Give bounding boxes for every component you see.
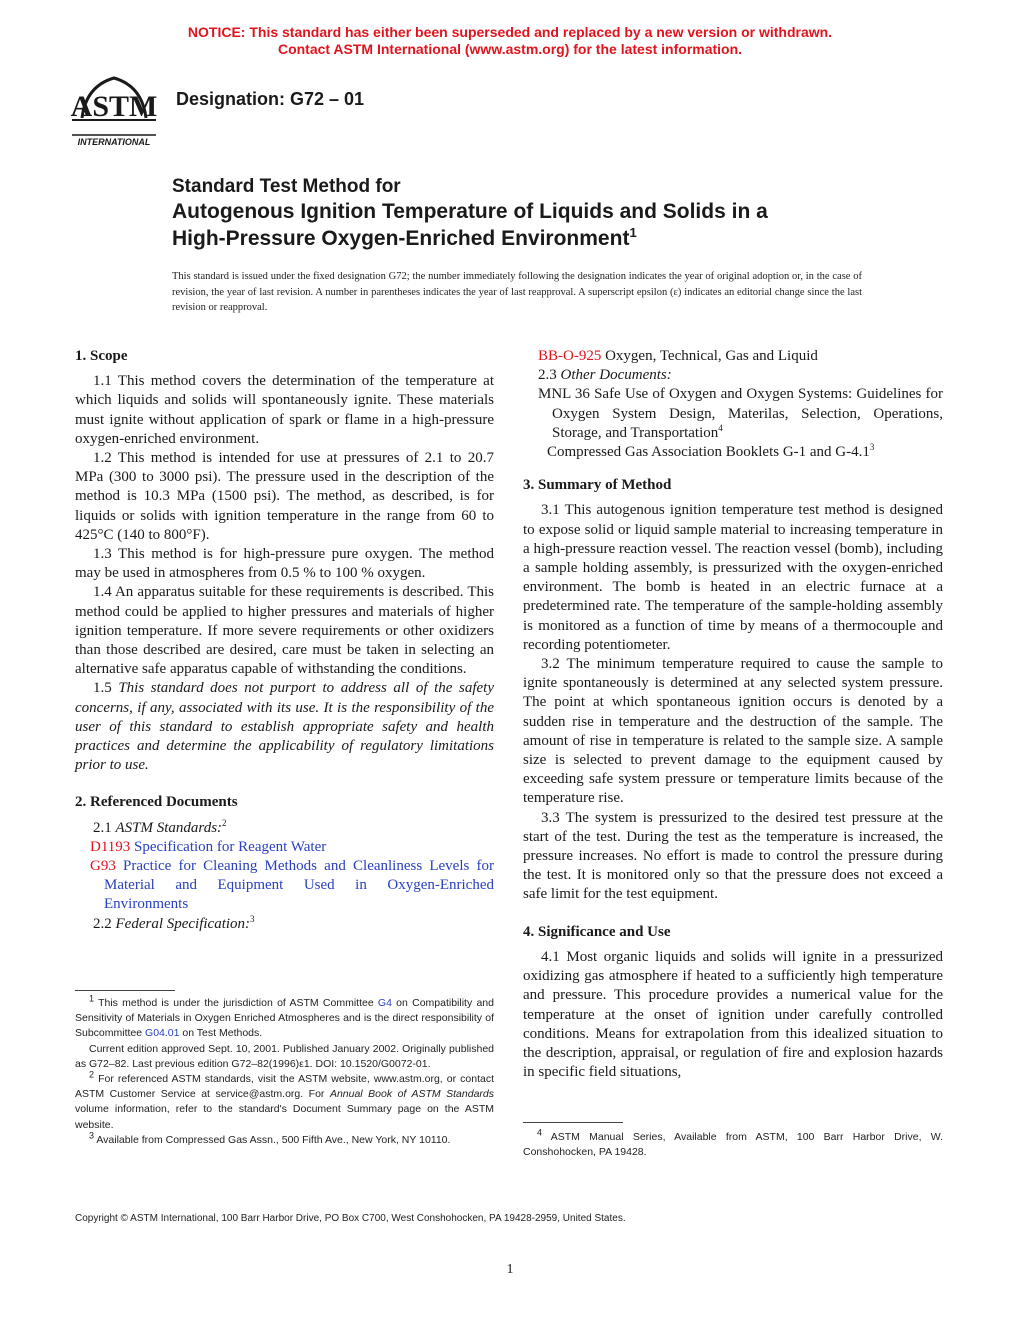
footnote-4 xyxy=(523,1127,944,1160)
para-2-1 xyxy=(75,819,494,838)
footnote-1-edition: Current edition approved Sept. 10, 2001. Published January 2002. Originally published as G72–82. Last previous edition G72–82(1996)ε1. DOI: 10.1520/G0072-01. xyxy=(75,1042,494,1070)
para-2-1-number: 2.1 xyxy=(93,819,116,836)
para-1-2: 1.2 This method is intended for use at pressures of 2.1 to 20.7 MPa (300 to 3000 psi). The pressure used in the description of the method is 10.3 MPa (1500 psi). The method, as described, is for liquids or solids with ignition temperature in the range from 60 to 425°C (140 to 800°F). xyxy=(75,450,494,543)
footnotes-right xyxy=(523,1127,944,1160)
reference-g93 xyxy=(75,857,494,915)
section-3-heading: 3. Summary of Method xyxy=(523,477,672,494)
footnote-3-marker: 3 xyxy=(89,1130,95,1141)
para-4-1: 4.1 Most organic liquids and solids will ignite in a pressurized oxidizing gas atmosphere if heated to a sufficiently high temperature and pressure. This procedure provides a numerical value for the temperature at the onset of ignition under carefully controlled conditions. Means for extrapolation from this idealized situation to the description, appraisal, or regulation of fire and explosion hazards in specific field situations, xyxy=(523,948,943,1081)
title-line-3-text: High-Pressure Oxygen-Enriched Environment xyxy=(172,227,630,250)
footnote-1-text-b: on Compatibility and Sensitivity of Materials in Oxygen Enriched Atmospheres and is the direct responsibility of Subcommittee xyxy=(75,997,494,1040)
footnote-1-link-g0401[interactable]: G04.01 xyxy=(145,1027,180,1040)
footnote-1-text-c: on Test Methods. xyxy=(179,1027,263,1040)
para-2-2-number: 2.2 xyxy=(93,915,116,932)
document-title xyxy=(172,175,952,252)
para-2-2 xyxy=(75,915,494,934)
footnote-1-text-a: This method is under the jurisdiction of ASTM Committee xyxy=(98,997,378,1009)
para-2-3 xyxy=(523,366,943,385)
logo-subtext: INTERNATIONAL xyxy=(77,137,151,147)
section-2-heading: 2. Referenced Documents xyxy=(75,794,238,811)
notice-line-2: Contact ASTM International (www.astm.org) for the latest information. xyxy=(277,41,743,57)
reference-d1193 xyxy=(75,838,494,857)
para-2-3-number: 2.3 xyxy=(538,367,561,384)
footnote-1 xyxy=(75,993,494,1042)
withdrawal-notice xyxy=(0,24,1020,58)
para-1-3: 1.3 This method is for high-pressure pure oxygen. The method may be used in atmospheres from 0.5 % to 100 % oxygen. xyxy=(75,546,494,582)
para-2-2-text: Federal Specification: xyxy=(115,915,251,932)
reference-title-g93[interactable]: Practice for Cleaning Methods and Cleanliness Levels for Material and Equipment Used in Oxygen-Enriched Environments xyxy=(104,858,494,913)
reference-code-g93[interactable]: G93 xyxy=(90,858,116,875)
copyright-line: Copyright © ASTM International, 100 Barr Harbor Drive, PO Box C700, West Conshohocken, PA 19428-2959, United States. xyxy=(75,1213,626,1224)
reference-cga xyxy=(523,443,943,462)
reference-mnl-36-sup: 4 xyxy=(718,422,723,433)
para-2-3-text: Other Documents: xyxy=(560,367,672,384)
section-4-heading: 4. Significance and Use xyxy=(523,923,671,940)
reference-mnl-36-text: MNL 36 Safe Use of Oxygen and Oxygen Systems: Guidelines for Oxygen System Design, Materilas, Selection, Operations, Storage, and Transportation xyxy=(538,386,943,441)
logo-text: ASTM xyxy=(70,90,158,123)
reference-cga-text: Compressed Gas Association Booklets G-1 and G-4.1 xyxy=(547,444,870,461)
footnote-3 xyxy=(75,1130,494,1148)
reference-mnl-36 xyxy=(523,385,943,443)
footnote-1-link-g4[interactable]: G4 xyxy=(377,997,392,1009)
para-1-5-number: 1.5 xyxy=(93,680,119,697)
reference-code-bb-o-925[interactable]: BB-O-925 xyxy=(538,348,602,364)
reference-bb-o-925 xyxy=(523,347,943,366)
para-3-1: 3.1 This autogenous ignition temperature test method is designed to expose solid or liquid sample material to increasing temperature in a high-pressure reaction vessel. The reaction vessel (bomb), including a sample holding assembly, is pressurized with the oxygen-enriched environment. The bomb is heated in an electric furnace at a predetermined rate. The temperature of the sample-holding assembly is monitored as a function of time by means of a thermocouple and recording potentiometer. xyxy=(523,502,943,653)
astm-logo xyxy=(68,72,160,150)
reference-code-d1193[interactable]: D1193 xyxy=(90,838,131,855)
para-3-2: 3.2 The minimum temperature required to cause the sample to ignite spontaneously is determined at any selected system pressure. The point at which spontaneous ignition occurs is denoted by a sudden rise in temperature and the destruction of the sample. The amount of rise in temperature is related to the sample size. A sample size is selected to prevent damage to the equipment caused by exceeding safe system pressure or temperature limits because of the temperature rise. xyxy=(523,656,943,807)
footnotes-left xyxy=(75,993,495,1148)
issued-note: This standard is issued under the fixed designation G72; the number immediately following the designation indicates the year of original adoption or, in the case of revision, the year of last revision. A number in parentheses indicates the year of last reapproval. A superscript epsilon (ε) indicates an editorial change since the last revision or reapproval. xyxy=(172,271,862,313)
footnote-rule-right xyxy=(523,1122,623,1123)
para-2-1-text: ASTM Standards: xyxy=(115,819,223,836)
footnote-4-marker: 4 xyxy=(537,1127,543,1138)
para-1-5 xyxy=(75,679,494,775)
footnote-4-text: ASTM Manual Series, Available from ASTM, 100 Barr Harbor Drive, W. Conshohocken, PA 19428. xyxy=(523,1131,944,1159)
para-2-2-sup: 3 xyxy=(250,913,255,924)
reference-title-d1193[interactable]: Specification for Reagent Water xyxy=(134,838,327,855)
para-1-4: 1.4 An apparatus suitable for these requirements is described. This method could be applied to higher pressures and materials of higher ignition temperature. If more severe requirements or other oxidizers than those described are desired, care must be taken in selecting an alternative safe apparatus capable of withstanding the conditions. xyxy=(75,584,494,678)
reference-cga-sup: 3 xyxy=(869,442,875,453)
footnote-2-italic: Annual Book of ASTM Standards xyxy=(329,1088,494,1101)
footnote-rule-left xyxy=(75,990,175,991)
footnote-2 xyxy=(75,1069,495,1133)
left-column xyxy=(75,347,494,934)
notice-line-1: NOTICE: This standard has either been superseded and replaced by a new version or withdrawn. xyxy=(187,24,833,40)
footnote-3-text: Available from Compressed Gas Assn., 500 Fifth Ave., New York, NY 10110. xyxy=(96,1133,451,1146)
designation: Designation: G72 – 01 xyxy=(176,89,365,109)
title-line-3 xyxy=(172,225,952,252)
footnote-2-text-a: For referenced ASTM standards, visit the ASTM website, www.astm.org, or contact ASTM Customer Service at service@astm.org. For xyxy=(75,1073,495,1101)
title-line-1: Standard Test Method for xyxy=(172,176,401,197)
footnote-1-marker: 1 xyxy=(89,993,95,1004)
page-number: 1 xyxy=(506,1262,514,1277)
footnote-2-marker: 2 xyxy=(89,1069,95,1080)
reference-title-bb-o-925: Oxygen, Technical, Gas and Liquid xyxy=(605,348,818,364)
para-3-3: 3.3 The system is pressurized to the desired test pressure at the start of the test. During the test as the temperature is increased, the pressure increases. No effort is made to control the pressure during the test. It is monitored only so that the pressure does not exceed a safe limit for the test equipment. xyxy=(523,809,943,903)
para-2-1-sup: 2 xyxy=(222,817,227,828)
para-1-1: 1.1 This method covers the determination of the temperature at which liquids and solids will spontaneously ignite. These materials must ignite without application of spark or flame in a high-pressure oxygen-enriched environment. xyxy=(75,373,494,447)
astm-logo-graphic xyxy=(68,72,160,150)
right-column xyxy=(523,347,943,1082)
section-1-heading: 1. Scope xyxy=(75,348,128,364)
title-footnote-ref: 1 xyxy=(629,225,637,240)
para-1-5-text: This standard does not purport to address all of the safety concerns, if any, associated with its use. It is the responsibility of the user of this standard to establish appropriate safety and health practices and determine the applicability of regulatory limitations prior to use. xyxy=(75,680,495,774)
title-line-2: Autogenous Ignition Temperature of Liquids and Solids in a xyxy=(172,200,768,223)
footnote-2-text-b: volume information, refer to the standard's Document Summary page on the ASTM website. xyxy=(75,1103,494,1131)
